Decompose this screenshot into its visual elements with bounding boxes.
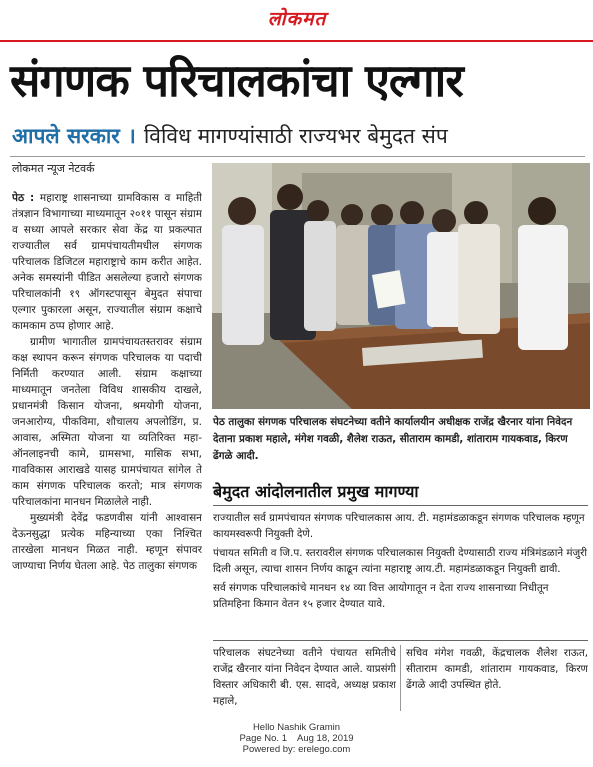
continuation-text-left: परिचालक संघटनेच्या वतीने पंचायत समितीचे राजेंद्र खैरनार यांना निवेदन देण्यात आले. याप्रसंगी विस्तार अधिकारी बी. एस. सादवे, अध्यक्ष प्रकाश महाले, [213,647,396,707]
headline: संगणक परिचालकांचा एल्गार [10,54,463,107]
news-photo-illustration [212,163,590,409]
article-paragraph: ग्रामीण भागातील ग्रामपंचायतस्तरावर संग्राम कक्ष स्थापन करून संगणक परिचालक या पदाची निर्मिती करण्यात आली. संग्राम कक्षाच्या माध्यमातून जनतेला विविध शासकीय दाखले, प्रधानमंत्री किसान योजना, श्रमयोगी योजना, जनआरोग्य, पीकविमा, शौचालय अपलोडिंग, प्र. आवास, अस्मिता योजना या व्यतिरिक्त महा-ऑनलाइनची कामे, ग्रामसभा, मासिक सभा, गावविकास आराखडे यासह ग्रामपंचायत सांगेल ते काम संगणक परिचालक करतो; मात्र संगणक परिचालकांना मानधन मिळालेले नाही. [12,336,202,508]
article-body-column [12,190,202,710]
photo-caption: पेठ तालुका संगणक परिचालक संघटनेच्या वतीने कार्यालयीन अधीक्षक राजेंद्र खैरनार यांना निवेदन देताना प्रकाश महाले, मंगेश गवळी, शैलेश राऊत, सीताराम कामडी, शांताराम गायकवाड, किरण ढेंगळे आदी. [213,416,573,462]
demands-heading: बेमुदत आंदोलनातील प्रमुख मागण्या [213,478,588,506]
section-divider [213,640,588,641]
page-info: Page No. 1 Aug 18, 2019 [239,733,354,744]
subheadline [12,118,587,154]
column-divider [400,645,401,711]
page-footer [0,722,593,766]
deck: विविध मागण्यांसाठी राज्यभर बेमुदत संप [143,124,448,148]
continuation-text-right: सचिव मंगेश गवळी, केंद्रचालक शैलेश राऊत, सीताराम कामडी, शांताराम गायकवाड, किरण ढेंगळे आदी उपस्थित होते. [406,647,588,691]
edition-label: Hello Nashik Gramin [252,722,341,733]
subhead-rule [10,156,585,157]
demand-item: सर्व संगणक परिचालकांचे मानधन १४ व्या वित्त आयोगातून न देता राज्य शासनाच्या निधीतून प्रतिमहिना किमान वेतन १५ हजार देण्यात यावे. [213,582,549,610]
article-paragraph [12,190,202,334]
article-paragraph: मुख्यमंत्री देवेंद्र फडणवीस यांनी आश्वासन देऊनसुद्धा प्रत्येक महिन्याच्या एका निश्चित तारखेला मानधन मिळत नाही. म्हणून संपावर जाण्याचा निर्णय घेतला आहे. पेठ तालुका संगणक [12,512,202,572]
kicker: आपले सरकार [12,124,120,148]
byline: लोकमत न्यूज नेटवर्क [12,162,95,175]
masthead [0,0,593,42]
powered-by-link[interactable]: Powered by: erelego.com [242,744,351,755]
paragraph-text: महाराष्ट्र शासनाच्या ग्रामविकास व माहिती तंत्रज्ञान विभागाच्या माध्यमातून २०११ पासून संग्राम व सध्या आपले सरकार सेवा केंद्र या प्रकल्पात राज्यातील सर्व ग्रामपंचायतीमधील संगणक परिचालक डिजिटल महाराष्ट्राचे काम करीत आहेत. अनेक समस्यांनी पीडित असलेल्या हजारो संगणक परिचालकांनी १९ ऑगस्टपासून बेमुदत संपाचा एल्गार पुकारला असून, राज्यातील संग्राम कक्षाचे कामकाम ठप्प होणार आहे. [12,192,202,332]
news-photo [212,163,590,409]
kicker-separator: । [127,124,136,148]
demand-item: राज्यातील सर्व ग्रामपंचायत संगणक परिचालकास आय. टी. महामंडळाकडून संगणक परिचालक म्हणून कायमस्वरूपी नियुक्ती देणे. [213,512,585,540]
demands-list [213,510,588,636]
dateline: पेठ : [12,192,35,204]
newspaper-logo: लोकमत [267,8,327,30]
demand-item: पंचायत समिती व जि.प. स्तरावरील संगणक परिचालकास नियुक्ती देण्यासाठी राज्य मंत्रिमंडळाने मंजुरी दिली असून, त्याचा शासन निर्णय काढून त्यांना महाराष्ट्र आय.टी. महामंडळाकडून नियुक्ती द्यावी. [213,547,588,575]
masthead-rule [0,40,593,42]
